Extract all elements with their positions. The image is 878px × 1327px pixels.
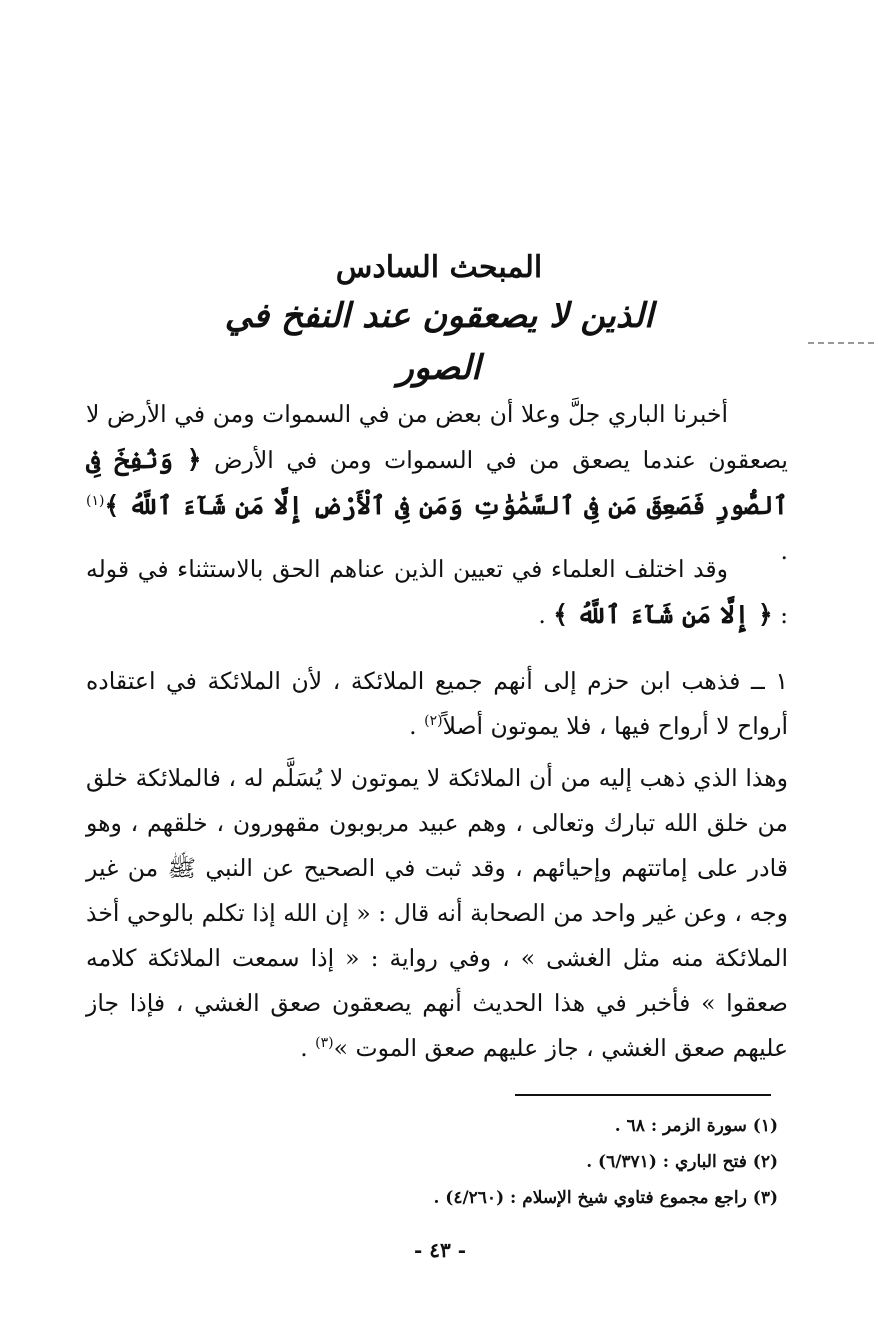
section-number: المبحث السادس xyxy=(335,250,543,285)
heading-block xyxy=(200,246,678,394)
footnote-3: (٣) راجع مجموع فتاوي شيخ الإسلام : (٤/٢٦٠) . xyxy=(433,1188,778,1208)
paragraph-2-text: وقد اختلف العلماء في تعيين الذين عناهم الحق بالاستثناء في قوله : xyxy=(86,555,788,629)
paragraph-3-text: فذهب ابن حزم إلى أنهم جميع الملائكة ، لأن الملائكة في اعتقاده أرواح لا أرواح فيها ، فلا يموتون أصلاً xyxy=(86,667,788,740)
paragraph-1-end: . xyxy=(780,537,788,565)
footnote-divider xyxy=(515,1094,771,1096)
footnotes xyxy=(150,1108,778,1216)
page-number: - ٤٣ - xyxy=(413,1238,466,1262)
paragraph-3-end: . xyxy=(409,712,425,740)
footnote-1: (١) سورة الزمر : ٦٨ . xyxy=(614,1116,778,1136)
paragraph-2-end: . xyxy=(538,601,554,629)
list-item-number: ١ ــ xyxy=(751,667,788,695)
paragraph-4-end: . xyxy=(300,1034,316,1062)
paragraph-2 xyxy=(86,547,788,638)
paragraph-4-text: وهذا الذي ذهب إليه من أن الملائكة لا يموتون لا يُسَلَّم له ، فالملائكة خلق من خلق الله تبارك وتعالى ، وهم عبيد مربوبون مقهورون ، خلقهم ، وهو قادر على إماتتهم وإحيائهم ، وقد ثبت في الصحيح عن النبي ﷺ من غير وجه ، وعن غير واحد من الصحابة أنه قال : « إن الله إذا تكلم بالوحي أخذ الملائكة منه مثل الغشى » ، وفي رواية : « إذا سمعت الملائكة كلامه صعقوا » فأخبر في هذا الحديث أنهم يصعقون صعق الغشي ، فإذا جاز عليهم صعق الغشي ، جاز عليهم صعق الموت » xyxy=(86,764,788,1062)
paragraph-4 xyxy=(86,756,788,1071)
footnote-ref-3: (٣) xyxy=(315,1035,334,1052)
quran-verse-2: ﴿ إِلَّا مَن شَآءَ ٱللَّهُ ﴾ xyxy=(553,600,773,629)
section-title: الذين لا يصعقون عند النفخ في الصور xyxy=(224,296,654,388)
footnote-2: (٢) فتح الباري : (٦/٣٧١) . xyxy=(586,1152,778,1172)
footnote-ref-2: (٢) xyxy=(424,713,443,730)
margin-dash-mark xyxy=(808,342,874,344)
quran-verse-1: ﴿ وَنُفِخَ فِى ٱلصُّورِ فَصَعِقَ مَن فِى ٱلسَّمَٰوَٰتِ وَمَن فِى ٱلْأَرْضِ إِلَّا مَن شَآءَ ٱللَّهُ ﴾ xyxy=(86,445,788,520)
paragraph-3 xyxy=(86,659,788,749)
footnote-ref-1: (١) xyxy=(86,493,105,510)
paragraph-1-text: أخبرنا الباري جلَّ وعلا أن بعض من في السموات ومن في الأرض لا يصعقون عندما يصعق من في السموات ومن في الأرض xyxy=(86,400,788,474)
